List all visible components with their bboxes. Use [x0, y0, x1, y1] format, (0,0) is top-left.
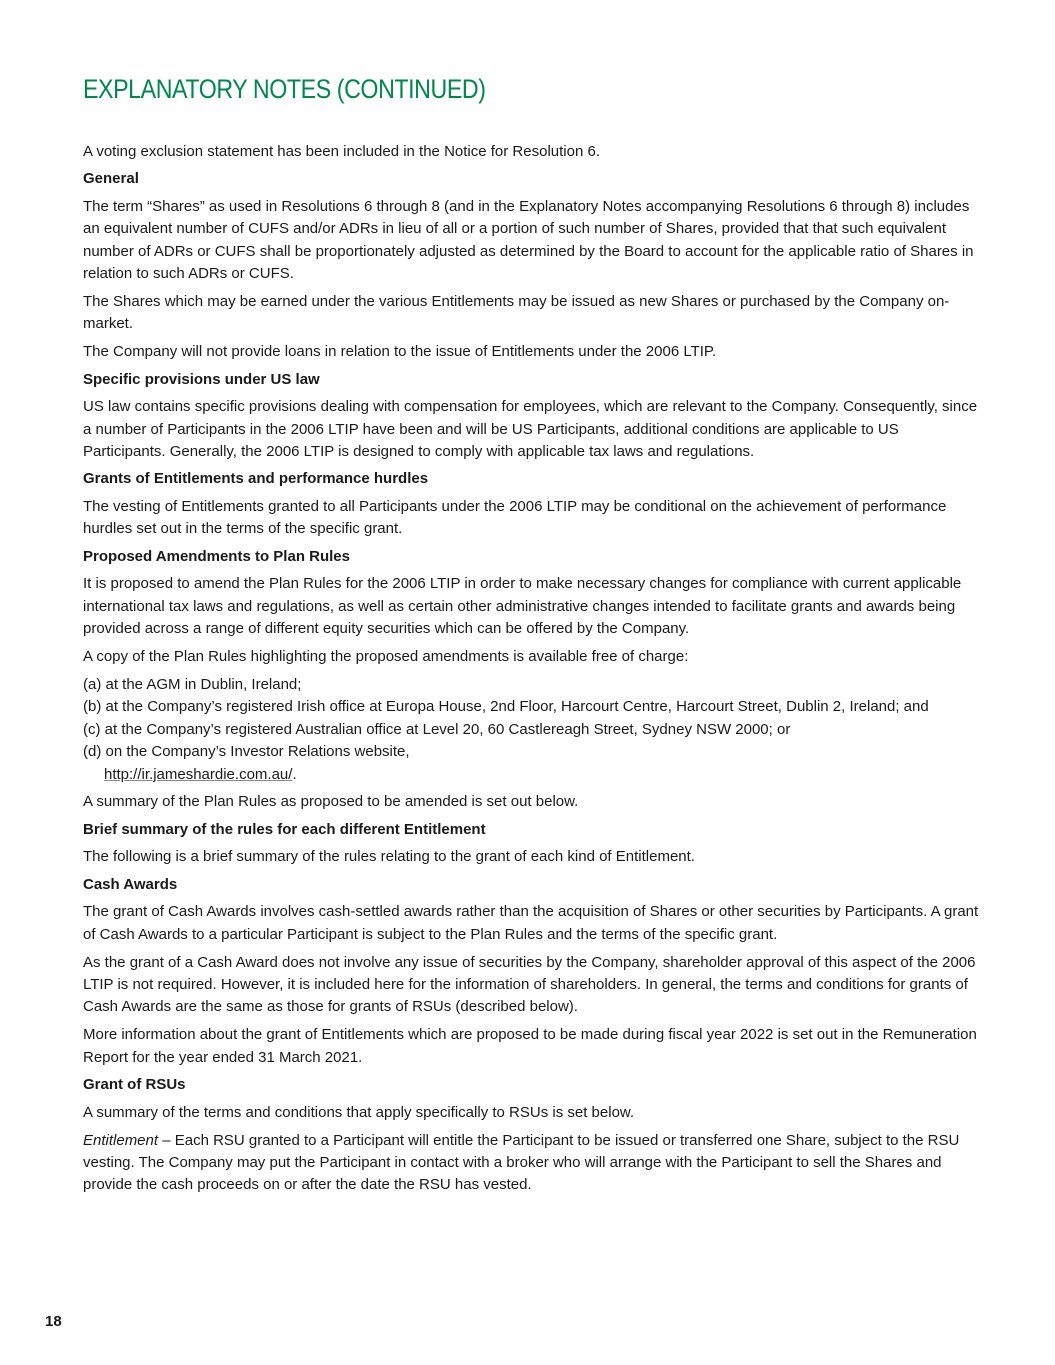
availability-list	[83, 674, 983, 786]
paragraph: A summary of the Plan Rules as proposed to be amended is set out below.	[83, 793, 579, 811]
paragraph: The following is a brief summary of the rules relating to the grant of each kind of Entitlement.	[83, 848, 695, 866]
section-heading-cash-awards: Cash Awards	[83, 875, 178, 893]
term-label: Entitlement	[83, 1131, 159, 1149]
paragraph: US law contains specific provisions dealing with compensation for employees, which are relevant to the Company. Consequently, since a number of Participants in the 2006 LTIP have been and will be US Participants, additional conditions are applicable to US Participants. Generally, the 2006 LTIP is designed to comply with applicable tax laws and regulations.	[83, 398, 978, 461]
list-item: (c) at the Company’s registered Australian office at Level 20, 60 Castlereagh Street, Sydney NSW 2000; or	[83, 720, 791, 738]
page-number: 18	[45, 1313, 62, 1330]
list-item: (d) on the Company’s Investor Relations website,	[83, 743, 410, 761]
section-heading-us-law: Specific provisions under US law	[83, 370, 320, 388]
document-body	[83, 141, 983, 1202]
paragraph: A copy of the Plan Rules highlighting the proposed amendments is available free of charge:	[83, 648, 689, 665]
section-heading-general: General	[83, 170, 139, 188]
paragraph: The vesting of Entitlements granted to all Participants under the 2006 LTIP may be conditional on the achievement of performance hurdles set out in the terms of the specific grant.	[83, 497, 947, 538]
paragraph: A summary of the terms and conditions that apply specifically to RSUs is set below.	[83, 1103, 635, 1121]
section-heading-amendments: Proposed Amendments to Plan Rules	[83, 547, 350, 565]
paragraph	[83, 1130, 983, 1197]
paragraph: The grant of Cash Awards involves cash-settled awards rather than the acquisition of Shares or other securities by Participants. A grant of Cash Awards to a particular Participant is subject to the Plan Rules and the terms of the specific grant.	[83, 903, 979, 943]
paragraph: As the grant of a Cash Award does not involve any issue of securities by the Company, shareholder approval of this aspect of the 2006 LTIP is not required. However, it is included here for the information of shareholders. In general, the terms and conditions for grants of Cash Awards are the same as those for grants of RSUs (described below).	[83, 953, 976, 1016]
paragraph: More information about the grant of Entitlements which are proposed to be made during fiscal year 2022 is set out in the Remuneration Report for the year ended 31 March 2021.	[83, 1026, 977, 1066]
section-heading-rsus: Grant of RSUs	[83, 1076, 186, 1094]
list-item: (b) at the Company’s registered Irish office at Europa House, 2nd Floor, Harcourt Centre, Harcourt Street, Dublin 2, Ireland; and	[83, 698, 929, 716]
section-heading-grants: Grants of Entitlements and performance hurdles	[83, 470, 429, 488]
page-title: EXPLANATORY NOTES (CONTINUED)	[83, 74, 486, 104]
url-suffix: .	[292, 765, 297, 783]
paragraph: It is proposed to amend the Plan Rules for the 2006 LTIP in order to make necessary changes for compliance with current applicable international tax laws and regulations, as well as certain other administrative changes intended to facilitate grants and awards being provided across a range of different equity securities which can be offered by the Company.	[83, 575, 962, 638]
list-item: (a) at the AGM in Dublin, Ireland;	[83, 675, 302, 693]
intro-paragraph: A voting exclusion statement has been included in the Notice for Resolution 6.	[83, 143, 600, 160]
url-line	[83, 764, 983, 786]
paragraph: The Company will not provide loans in relation to the issue of Entitlements under the 2006 LTIP.	[83, 343, 717, 361]
section-heading-summary: Brief summary of the rules for each different Entitlement	[83, 820, 486, 838]
investor-relations-link[interactable]: http://ir.jameshardie.com.au/	[104, 765, 293, 783]
paragraph: The Shares which may be earned under the various Entitlements may be issued as new Shares or purchased by the Company on-market.	[83, 293, 950, 333]
paragraph: The term “Shares” as used in Resolutions 6 through 8 (and in the Explanatory Notes accompanying Resolutions 6 through 8) includes an equivalent number of CUFS and/or ADRs in lieu of all or a portion of such number of Shares, provided that that such equivalent number of ADRs or CUFS shall be proportionately adjusted as determined by the Board to account for the applicable ratio of Shares in relation to such ADRs or CUFS.	[83, 197, 974, 283]
term-text: – Each RSU granted to a Participant will entitle the Participant to be issued or transferred one Share, subject to the RSU vesting. The Company may put the Participant in contact with a broker who will arrange with the Participant to sell the Shares and provide the cash proceeds on or after the date the RSU has vested.	[83, 1131, 960, 1194]
